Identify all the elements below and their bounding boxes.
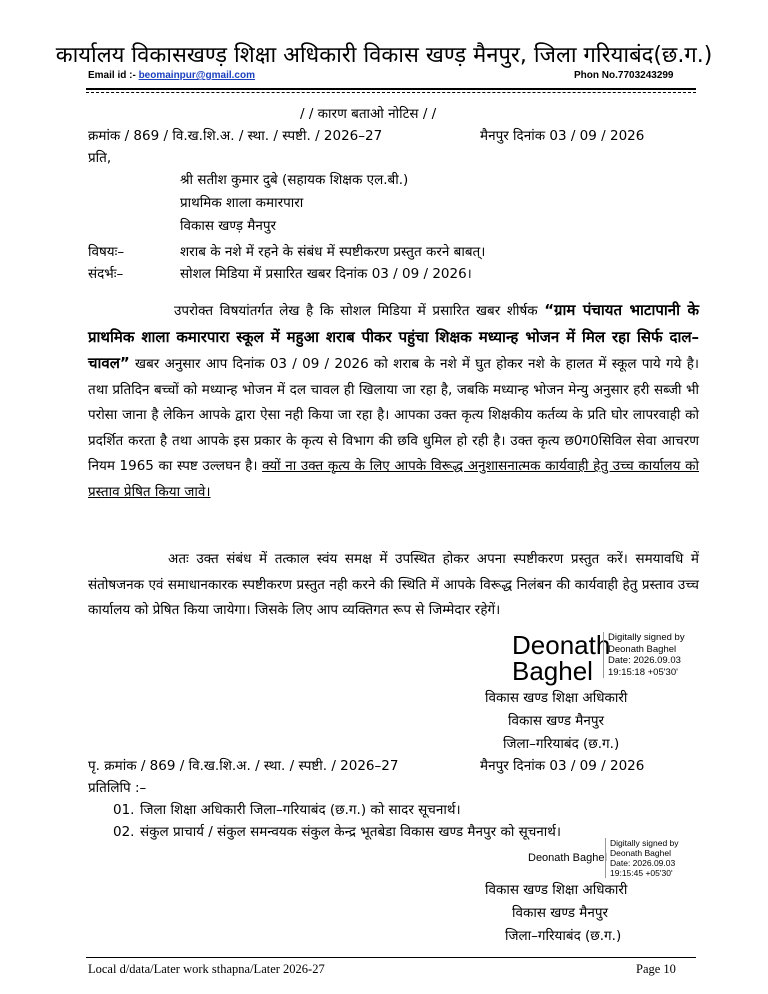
signature-certificate-2 [605,838,679,878]
subject-label: विषयः– [88,244,125,260]
body-p1-intro: उपरोक्त विषयांतर्गत लेख है कि सोशल मिडिया में प्रसारित खबर शीर्षक [174,303,545,319]
email-label: Email id :- [88,70,139,81]
cert-line: Deonath Baghel [610,848,671,858]
reference-text: सोशल मिडिया में प्रसारित खबर दिनांक 03 / 09 / 2026। [180,266,472,282]
place-date: मैनपुर दिनांक 03 / 09 / 2026 [480,128,645,144]
body-paragraph-1 [88,298,699,505]
body-p1-main: खबर अनुसार आप दिनांक 03 / 09 / 2026 को शराब के नशे में घुत होकर नशे के हालत में स्कूल पाये गये है। तथा प्रतिदिन बच्चों को मध्यान्ह भोजन में दल चावल ही खिलाया जा रहा है, जबकि मध्यान्ह भोजन मेन्यु अनुसार हरी सब्जी भी परोसा जाना है लेकिन आपके द्वारा ऐसा नही किया जा रहा है। आपका उक्त कृत्य शिक्षकीय कर्तव्य के प्रति घोर लापरवाही को प्रदर्शित करता है तथा आपके इस प्रकार के कृत्य से विभाग की छवि धुमिल हो रही है। उक्त कृत्य छ0ग0सिविल सेवा आचरण नियम 1965 का स्पष्ट उल्लघन है। [88,356,699,474]
signatory-designation-1: विकास खण्ड शिक्षा अधिकारी [485,690,628,706]
email-link[interactable]: beomainpur@gmail.com [138,70,255,81]
signature-name-line2: Baghel [512,656,593,686]
signatory-district-2: जिला–गरियाबंद (छ.ग.) [505,928,622,944]
cert-line: Digitally signed by [608,632,685,643]
signature-certificate-1 [603,632,685,678]
signature-name-2: Deonath Baghel [528,852,607,864]
page-number: Page 10 [636,962,676,976]
digital-signature-1 [512,632,610,684]
header-divider-dashed [86,92,696,93]
body-p1-underlined: क्यों ना उक्त कृत्य के लिए आपके विरूद्ध अनुशासनात्मक कार्यवाही हेतु उच्च कार्यालय को प्रस्ताव प्रेषित किया जावे। [88,458,699,500]
email-line [88,70,255,81]
subject-text: शराब के नशे में रहने के संबंध में स्पष्टीकरण प्रस्तुत करने बाबत्। [180,244,486,260]
recipient-name: श्री सतीश कुमार दुबे (सहायक शिक्षक एल.बी.) [180,172,409,188]
cert-line: Date: 2026.09.03 [610,858,676,868]
copy-item-number: 02. [113,824,135,840]
recipient-block: विकास खण्ड़ मैनपुर [180,218,277,234]
reference-number: क्रमांक / 869 / वि.ख.शि.अ. / स्था. / स्पष्टी. / 2026–27 [88,128,383,144]
copy-label: प्रतिलिपि :– [88,780,147,796]
signatory-designation-2: विकास खण्ड शिक्षा अधिकारी [485,882,628,898]
body-p2-text: अतः उक्त संबंध में तत्काल स्वंय समक्ष में उपस्थित होकर अपना स्पष्टीकरण प्रस्तुत करें। समयावधि में संतोषजनक एवं समाधानकारक स्पष्टीकरण प्रस्तुत नही करने की स्थिति में आपके विरूद्ध निलंबन की कार्यवाही हेतु प्रस्ताव उच्च कार्यालय को प्रेषित किया जायेगा। जिसके लिए आप व्यक्तिगत रूप से जिम्मेदार रहेगें। [88,551,699,618]
signatory-block-1: विकास खण्ड मैनपुर [508,713,605,729]
footer-divider [86,957,696,958]
endorsement-ref-number: पृ. क्रमांक / 869 / वि.ख.शि.अ. / स्था. / स्पष्टी. / 2026–27 [88,758,399,774]
cert-line: Deonath Baghel [608,643,677,655]
signature-name-line1: Deonath [512,630,611,660]
phone-number: Phon No.7703243299 [574,70,674,81]
endorsement-place-date: मैनपुर दिनांक 03 / 09 / 2026 [480,758,645,774]
prati-label: प्रति, [88,150,112,166]
cert-line: Date: 2026.09.03 [608,655,681,666]
notice-heading: / / कारण बताओ नोटिस / / [300,106,437,122]
cert-line: 19:15:18 +05'30' [608,666,678,678]
signatory-block-2: विकास खण्ड मैनपुर [512,905,609,921]
body-paragraph-2 [88,547,699,624]
recipient-school: प्राथमिक शाला कमारपारा [180,195,304,211]
reference-label: संदर्भः– [88,266,124,282]
cert-line: 19:15:45 +05'30' [610,868,673,878]
copy-item-number: 01. [113,802,135,818]
news-headline: “ग्राम पंचायत भाटापानी के प्राथमिक शाला कमारपारा स्कूल में महुआ शराब पीकर पहुंचा शिक्षक मध्यान्ह भोजन में मिल रहा सिर्फ दाल–चावल” [88,301,699,372]
cert-line: Digitally signed by [610,838,679,848]
footer-path: Local d/data/Later work sthapna/Later 2026-27 [88,962,325,976]
copy-item-text: जिला शिक्षा अधिकारी जिला–गरियाबंद (छ.ग.) को सादर सूचनार्थ। [140,802,461,818]
header-divider [86,88,696,90]
office-title: कार्यालय विकासखण्ड़ शिक्षा अधिकारी विकास खण्ड़ मैनपुर, जिला गरियाबंद(छ.ग.) [55,43,713,68]
copy-item-text: संकुल प्राचार्य / संकुल समन्वयक संकुल केन्द्र भूतबेडा विकास खण्ड मैनपुर को सूचनार्थ। [140,824,562,840]
signatory-district-1: जिला–गरियाबंद (छ.ग.) [503,736,620,752]
